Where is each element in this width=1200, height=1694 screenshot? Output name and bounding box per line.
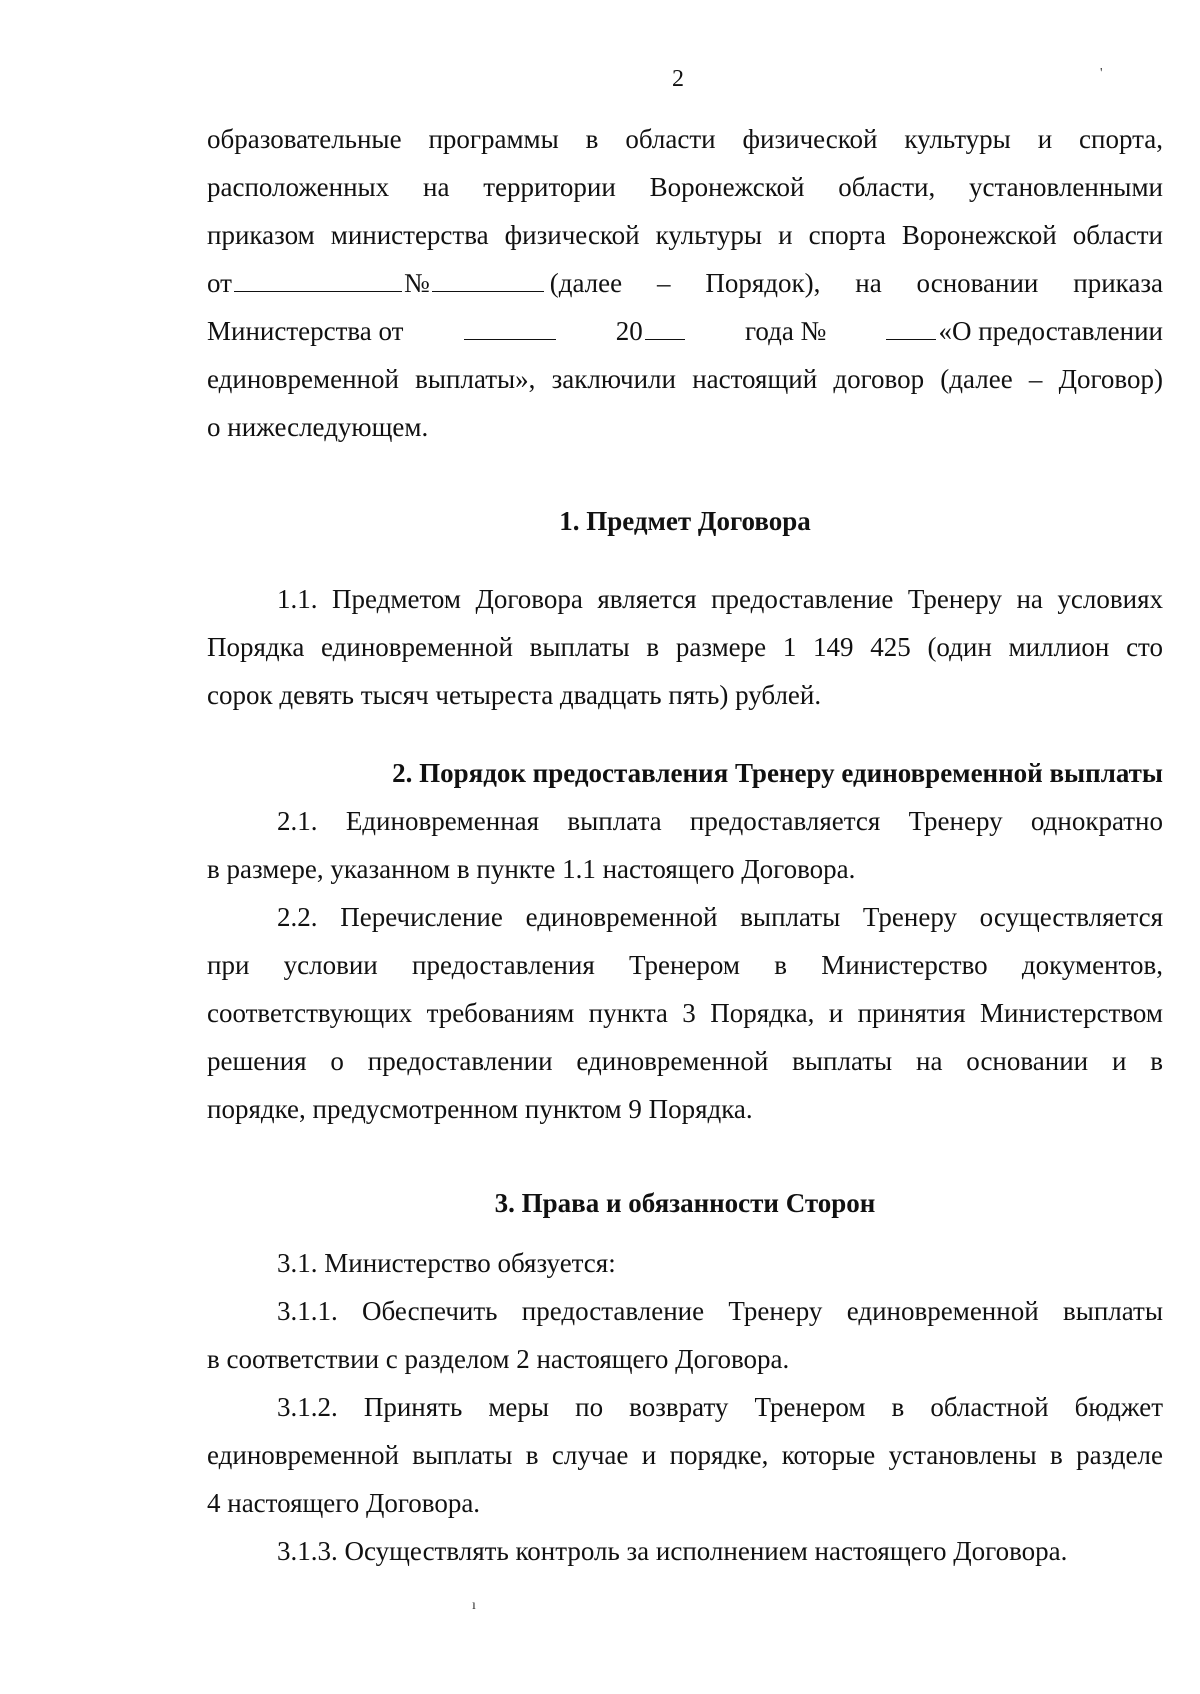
text-line: о нижеследующем.	[207, 412, 429, 442]
blank-year-field	[645, 313, 685, 340]
text-fragment: года №	[744, 316, 827, 346]
clause-3-1-1	[207, 1287, 1163, 1383]
text-line: в размере, указанном в пункте 1.1 настоящего Договора.	[207, 854, 856, 884]
text-line: 4 настоящего Договора.	[207, 1488, 481, 1518]
text-fragment: от	[207, 268, 232, 298]
text-line: 3.1.2. Принять меры по возврату Тренером в областной бюджет	[277, 1392, 1163, 1422]
text-fragment: 20	[615, 316, 643, 346]
text-line: 2.1. Единовременная выплата предоставляется Тренеру однократно	[277, 806, 1163, 836]
text-fragment: №	[403, 268, 430, 298]
clause-3-1-2	[207, 1383, 1163, 1527]
text-line: единовременной выплаты», заключили настоящий договор (далее – Договор)	[207, 364, 1163, 394]
text-line: 2.2. Перечисление единовременной выплаты Тренеру осуществляется	[277, 902, 1163, 932]
text-line: решения о предоставлении единовременной выплаты на основании и в	[207, 1046, 1163, 1076]
preamble-paragraph	[207, 115, 1163, 451]
section-2-heading: 2. Порядок предоставления Тренеру единовременной выплаты	[392, 758, 1163, 788]
section-1-heading: 1. Предмет Договора	[559, 506, 811, 536]
date-number-fields	[207, 259, 546, 307]
text-line: при условии предоставления Тренером в Министерство документов,	[207, 950, 1163, 980]
text-line: 1.1. Предметом Договора является предоставление Тренеру на условиях	[277, 584, 1163, 614]
text-line	[207, 259, 1163, 307]
blank-order-number-field	[886, 313, 936, 340]
text-line: в соответствии с разделом 2 настоящего Договора.	[207, 1344, 790, 1374]
text-line: расположенных на территории Воронежской области, установленными	[207, 172, 1163, 202]
clause-3-1-3: 3.1.3. Осуществлять контроль за исполнением настоящего Договора.	[277, 1536, 1068, 1566]
clause-2-1	[207, 797, 1163, 893]
text-line: единовременной выплаты в случае и порядке, которые установлены в разделе	[207, 1440, 1163, 1470]
text-line: Порядка единовременной выплаты в размере 1 149 425 (один миллион сто	[207, 632, 1163, 662]
text-line: приказом министерства физической культуры и спорта Воронежской области	[207, 220, 1163, 250]
blank-number-field	[432, 265, 544, 292]
blank-date-field	[234, 265, 402, 292]
clause-2-2	[207, 893, 1163, 1133]
document-body	[207, 115, 1163, 1575]
clause-3-1: 3.1. Министерство обязуется:	[277, 1248, 616, 1278]
text-line: порядке, предусмотренном пунктом 9 Порядка.	[207, 1094, 753, 1124]
scan-speck: '	[1100, 66, 1103, 81]
text-line: образовательные программы в области физической культуры и спорта,	[207, 124, 1163, 154]
year-field	[616, 307, 687, 355]
scan-speck: ı	[472, 1598, 476, 1613]
order-title-field	[884, 307, 1163, 355]
page-number: 2	[672, 66, 684, 92]
section-3-heading: 3. Права и обязанности Сторон	[494, 1188, 876, 1218]
text-fragment: (далее – Порядок), на основании приказа	[549, 268, 1163, 298]
text-line: соответствующих требованиям пункта 3 Порядка, и принятия Министерством	[207, 998, 1163, 1028]
text-fragment: «О предоставлении	[938, 316, 1163, 346]
text-line	[207, 307, 1163, 355]
blank-order-date-field	[464, 313, 556, 340]
text-fragment: Министерства от	[207, 316, 404, 346]
text-line: сорок девять тысяч четыреста двадцать пять) рублей.	[207, 680, 822, 710]
text-line: 3.1.1. Обеспечить предоставление Тренеру единовременной выплаты	[277, 1296, 1163, 1326]
clause-1-1	[207, 575, 1163, 719]
